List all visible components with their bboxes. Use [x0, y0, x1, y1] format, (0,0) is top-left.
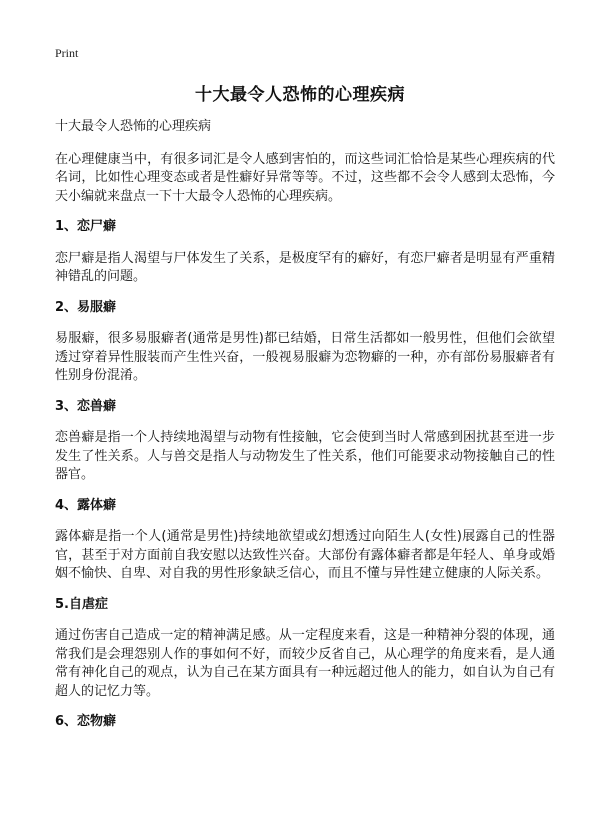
- intro-paragraph: 在心理健康当中，有很多词汇是令人感到害怕的，而这些词汇恰恰是某些心理疾病的代名词，比如性心理变态或者是性癖好异常等等。不过，这些都不会令人感到太恐怖，今天小编就来盘点一下十大最令人恐怖的心理疾病。: [55, 151, 555, 204]
- section-heading-1: 1、恋尸癖: [55, 219, 117, 234]
- section-body-3: 恋兽癖是指一个人持续地渴望与动物有性接触，它会使到当时人常感到困扰甚至进一步发生了性关系。人与兽交是指人与动物发生了性关系，他们可能要求动物接触自己的性器官。: [55, 430, 555, 482]
- section-heading-5: 5.自虐症: [55, 596, 108, 612]
- section-body-2: 易服癖，很多易服癖者(通常是男性)都已结婚，日常生活都如一般男性，但他们会欲望透过穿着异性服装而产生性兴奋，一般视易服癖为恋物癖的一种，亦有部份易服癖者有性别身份混淆。: [55, 331, 555, 383]
- section-body-5: 通过伤害自己造成一定的精神满足感。从一定程度来看，这是一种精神分裂的体现，通常我们是会理怨别人作的事如何不好，而较少反省自己，从心理学的角度来看，是人通常有神化自己的观点，认为自己在某方面具有一种远超过他人的能力，如自认为自己有超人的记忆力等。: [55, 628, 555, 699]
- subtitle: 十大最令人恐怖的心理疾病: [55, 119, 212, 134]
- page-title: 十大最令人恐怖的心理疾病: [195, 85, 405, 105]
- section-body-4: 露体癖是指一个人(通常是男性)持续地欲望或幻想透过向陌生人(女性)展露自己的性器官，甚至于对方面前自我安慰以达致性兴奋。大部份有露体癖者都是年轻人、单身或婚姻不愉快、自卑、对自我的男性形象缺乏信心，而且不懂与异性建立健康的人际关系。: [55, 529, 555, 581]
- section-heading-6: 6、恋物癖: [55, 714, 117, 729]
- section-body-1: 恋尸癖是指人渴望与尸体发生了关系，是极度罕有的癖好，有恋尸癖者是明显有严重精神错乱的问题。: [55, 250, 555, 284]
- section-heading-2: 2、易服癖: [55, 299, 117, 315]
- section-heading-3: 3、恋兽癖: [55, 398, 117, 414]
- document-body: [55, 118, 555, 745]
- print-label: Print: [55, 46, 79, 60]
- section-heading-4: 4、露体癖: [55, 497, 117, 513]
